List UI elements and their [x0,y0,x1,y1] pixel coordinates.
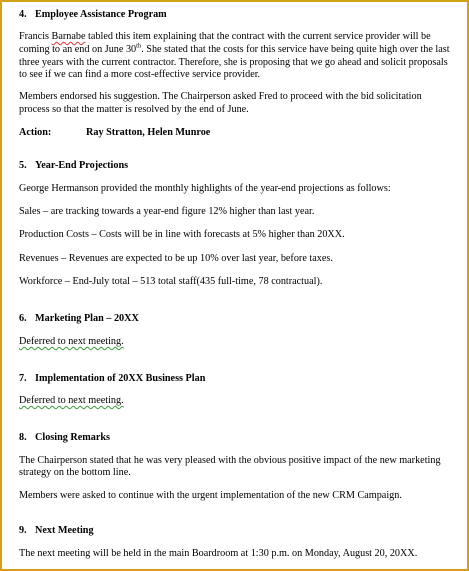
section-6-title: Marketing Plan – 20XX [35,313,139,324]
section-8-title: Closing Remarks [35,432,110,443]
section-5-intro: George Hermanson provided the monthly highlights of the year-end projections as follows: [19,183,391,194]
section-8-p1-line-1: The Chairperson stated that he was very pleased with the obvious positive impact of the new marketing [19,455,441,466]
section-7-body [19,394,124,409]
section-8-p2: Members were asked to continue with the urgent implementation of the new CRM Campaign. [19,490,402,501]
section-4-action [19,126,210,141]
action-names: Ray Stratton, Helen Munroe [86,127,211,138]
section-4-line-4: to see if we can find a more cost-effective service provider. [19,69,261,80]
section-5-item-sales: Sales – are tracking towards a year-end figure 12% higher than last year. [19,206,315,217]
section-4-p2-line-2: process so that the matter is resolved by the end of June. [19,104,249,115]
section-6-number: 6. [19,313,27,324]
section-5-item-production: Production Costs – Costs will be in line with forecasts at 5% higher than 20XX. [19,229,345,240]
section-4-line-1: Francis Barnabe tabled this item explaining that the contract with the current service provider will be [19,31,431,42]
section-4-line-2: coming to an end on June 30th. She stated that the costs for this service have being quite high over the last [19,42,450,55]
section-5-number: 5. [19,160,27,171]
spellcheck-name: Barnabe [51,31,86,42]
section-5-item-workforce: Workforce – End-July total – 513 total staff(435 full-time, 78 contractual). [19,276,323,287]
section-8-number: 8. [19,432,27,443]
section-5-heading [19,159,128,174]
grammar-flag-deferred: Deferred to next meeting. [19,395,124,406]
grammar-flag-deferred: Deferred to next meeting. [19,336,124,347]
action-label: Action: [19,127,52,138]
section-7-number: 7. [19,373,27,384]
section-4-heading [19,8,167,23]
section-9-body: The next meeting will be held in the main Boardroom at 1:30 p.m. on Monday, August 20, 20XX. [19,548,418,559]
section-6-heading [19,312,139,327]
section-9-number: 9. [19,525,27,536]
section-5-title: Year-End Projections [35,160,129,171]
section-8-heading [19,431,110,446]
section-7-title: Implementation of 20XX Business Plan [35,373,206,384]
section-4-title: Employee Assistance Program [35,9,167,20]
section-4-line-3: three years with the current contractor. Therefore, she is proposing that we go ahead and solicit proposals [19,57,448,68]
section-8-p1-line-2: strategy on the bottom line. [19,467,131,478]
section-7-heading [19,372,205,387]
section-4-p2-line-1: Members endorsed his suggestion. The Chairperson asked Fred to proceed with the bid solicitation [19,91,422,102]
section-5-item-revenues: Revenues – Revenues are expected to be up 10% over last year, before taxes. [19,253,333,264]
section-9-heading [19,524,94,539]
section-4-number: 4. [19,9,27,20]
section-6-body [19,335,124,350]
section-9-title: Next Meeting [35,525,94,536]
